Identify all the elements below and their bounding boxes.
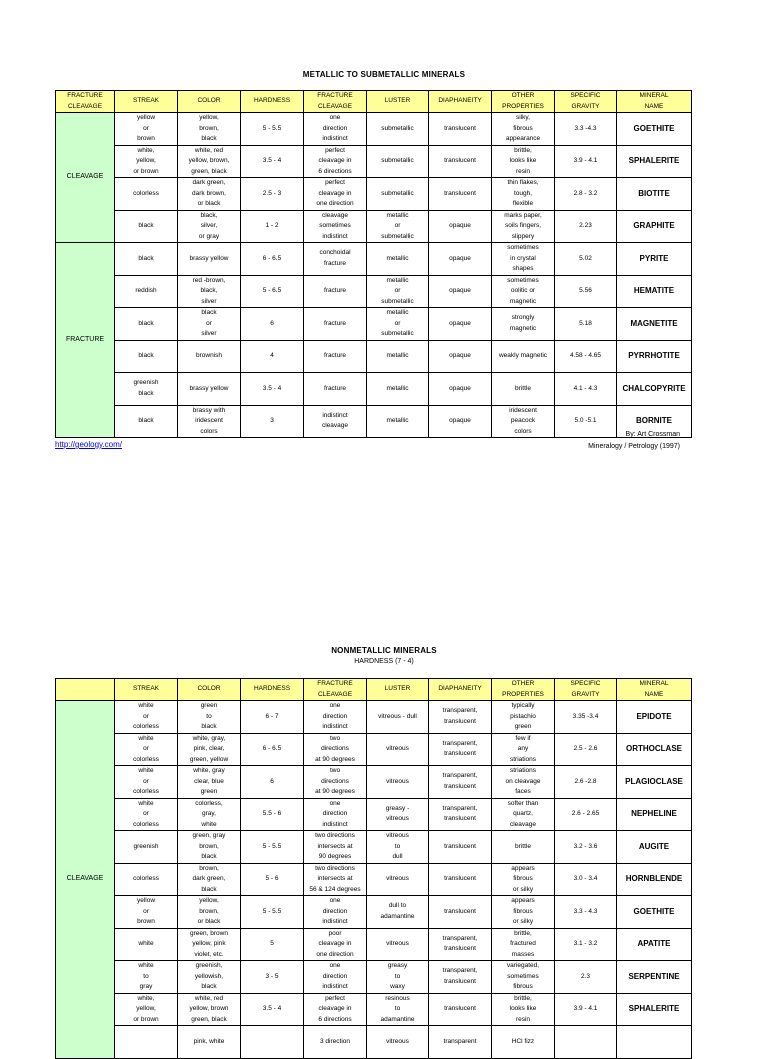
header-cell: DIAPHANEITY bbox=[429, 91, 492, 113]
data-cell: 3.3 - 4.3 bbox=[555, 896, 617, 929]
table-row bbox=[56, 243, 692, 276]
data-cell: green, brown yellow, pink violet, etc. bbox=[178, 928, 241, 961]
data-cell: 3.5 - 4 bbox=[241, 993, 304, 1026]
data-cell: translucent bbox=[429, 831, 492, 864]
header-cell: MINERAL NAME bbox=[617, 679, 692, 701]
header-cell: COLOR bbox=[178, 91, 241, 113]
data-cell: translucent bbox=[429, 113, 492, 146]
data-cell: greasy - vitreous bbox=[367, 798, 429, 831]
data-cell: black bbox=[115, 405, 178, 438]
data-cell: 3.9 - 4.1 bbox=[555, 145, 617, 178]
header-cell: LUSTER bbox=[367, 679, 429, 701]
data-cell: opaque bbox=[429, 405, 492, 438]
data-cell: reddish bbox=[115, 275, 178, 308]
data-cell: HCl fizz bbox=[492, 1026, 555, 1059]
mineral-name: BIOTITE bbox=[617, 178, 692, 211]
data-cell: black bbox=[115, 210, 178, 243]
data-cell: 3.5 - 4 bbox=[241, 145, 304, 178]
data-cell: brittle, looks like resin bbox=[492, 145, 555, 178]
nonmetallic-title: NONMETALLIC MINERALS bbox=[331, 646, 437, 655]
data-cell: opaque bbox=[429, 308, 492, 341]
data-cell: transparent, translucent bbox=[429, 798, 492, 831]
data-cell: perfect cleavage in one direction bbox=[304, 178, 367, 211]
data-cell: marks paper, soils fingers, slippery bbox=[492, 210, 555, 243]
data-cell: 5 - 5.5 bbox=[241, 896, 304, 929]
data-cell: 3.3 -4.3 bbox=[555, 113, 617, 146]
data-cell: 2.5 - 3 bbox=[241, 178, 304, 211]
data-cell: white or colorless bbox=[115, 701, 178, 734]
data-cell: submetallic bbox=[367, 178, 429, 211]
table-row bbox=[56, 1026, 692, 1059]
mineral-name: BORNITE bbox=[617, 405, 692, 438]
data-cell: two directions at 90 degrees bbox=[304, 733, 367, 766]
data-cell: perfect cleavage in 6 directions bbox=[304, 993, 367, 1026]
data-cell: 3.35 -3.4 bbox=[555, 701, 617, 734]
header-cell: FRACTURE CLEAVAGE bbox=[304, 679, 367, 701]
data-cell: 5 - 5.5 bbox=[241, 113, 304, 146]
data-cell: metallic bbox=[367, 373, 429, 406]
data-cell: 2.6 -2.8 bbox=[555, 766, 617, 799]
data-cell: dark green, dark brown, or black bbox=[178, 178, 241, 211]
table-row bbox=[56, 308, 692, 341]
mineral-name bbox=[617, 1026, 692, 1059]
table-row bbox=[56, 863, 692, 896]
header-cell: LUSTER bbox=[367, 91, 429, 113]
data-cell: greenish, yellowish, black bbox=[178, 961, 241, 994]
data-cell: white, red yellow, brown green, black bbox=[178, 993, 241, 1026]
header-cell: DIAPHANEITY bbox=[429, 679, 492, 701]
nonmetallic-minerals-table bbox=[55, 678, 692, 1059]
data-cell: translucent bbox=[429, 863, 492, 896]
data-cell: 2.23 bbox=[555, 210, 617, 243]
header-cell: MINERAL NAME bbox=[617, 91, 692, 113]
data-cell: yellow, brown, black bbox=[178, 113, 241, 146]
mineral-name: PYRRHOTITE bbox=[617, 340, 692, 373]
data-cell: metallic bbox=[367, 405, 429, 438]
data-cell: 1 - 2 bbox=[241, 210, 304, 243]
table-row bbox=[56, 405, 692, 438]
data-cell: 2.8 - 3.2 bbox=[555, 178, 617, 211]
data-cell: submetallic bbox=[367, 113, 429, 146]
data-cell: indistinct cleavage bbox=[304, 405, 367, 438]
data-cell: thin flakes, tough, flexible bbox=[492, 178, 555, 211]
data-cell: fracture bbox=[304, 373, 367, 406]
data-cell: brittle bbox=[492, 373, 555, 406]
table-row bbox=[56, 896, 692, 929]
data-cell: transparent, translucent bbox=[429, 961, 492, 994]
data-cell: 6 - 6.5 bbox=[241, 243, 304, 276]
table-row bbox=[56, 210, 692, 243]
header-cell: OTHER PROPERTIES bbox=[492, 91, 555, 113]
data-cell: vitreous - dull bbox=[367, 701, 429, 734]
data-cell: brassy yellow bbox=[178, 373, 241, 406]
data-cell: poor cleavage in one direction bbox=[304, 928, 367, 961]
metallic-minerals-table bbox=[55, 90, 692, 438]
data-cell: vitreous bbox=[367, 733, 429, 766]
data-cell: vitreous bbox=[367, 863, 429, 896]
table-row bbox=[56, 928, 692, 961]
data-cell: 4.58 - 4.65 bbox=[555, 340, 617, 373]
data-cell: fracture bbox=[304, 308, 367, 341]
header-cell: OTHER PROPERTIES bbox=[492, 679, 555, 701]
data-cell: 3 - 5 bbox=[241, 961, 304, 994]
data-cell: brown, dark green, black bbox=[178, 863, 241, 896]
group-label-cleavage: CLEAVAGE bbox=[56, 701, 115, 1059]
data-cell: translucent bbox=[429, 145, 492, 178]
data-cell: white or colorless bbox=[115, 798, 178, 831]
data-cell: green to black bbox=[178, 701, 241, 734]
data-cell: resinous to adamantine bbox=[367, 993, 429, 1026]
data-cell: cleavage sometimes indistinct bbox=[304, 210, 367, 243]
data-cell: typically pistachio green bbox=[492, 701, 555, 734]
data-cell: iridescent peacock colors bbox=[492, 405, 555, 438]
data-cell: pink, white bbox=[178, 1026, 241, 1059]
table-row bbox=[56, 178, 692, 211]
data-cell: red -brown, black, silver bbox=[178, 275, 241, 308]
data-cell: brittle, fractured masses bbox=[492, 928, 555, 961]
data-cell: variegated, sometimes fibrous bbox=[492, 961, 555, 994]
mineral-name: PLAGIOCLASE bbox=[617, 766, 692, 799]
header-blank bbox=[56, 679, 115, 701]
data-cell: greenish bbox=[115, 831, 178, 864]
data-cell: striations on cleavage faces bbox=[492, 766, 555, 799]
data-cell: 5 - 6.5 bbox=[241, 275, 304, 308]
data-cell: white, red yellow, brown, green, black bbox=[178, 145, 241, 178]
data-cell: one direction indistinct bbox=[304, 961, 367, 994]
data-cell: submetallic bbox=[367, 145, 429, 178]
data-cell: greenish black bbox=[115, 373, 178, 406]
data-cell bbox=[555, 1026, 617, 1059]
data-cell: black, silver, or gray bbox=[178, 210, 241, 243]
data-cell: metallic bbox=[367, 243, 429, 276]
data-cell: black bbox=[115, 340, 178, 373]
data-cell: 5 - 5.5 bbox=[241, 831, 304, 864]
group-label-cleavage: CLEAVAGE bbox=[56, 113, 115, 243]
data-cell: brownish bbox=[178, 340, 241, 373]
mineral-name: EPIDOTE bbox=[617, 701, 692, 734]
data-cell: one direction indistinct bbox=[304, 701, 367, 734]
data-cell: 3.2 - 3.6 bbox=[555, 831, 617, 864]
data-cell: sometimes in crystal shapes bbox=[492, 243, 555, 276]
data-cell: sometimes oolitic or magnetic bbox=[492, 275, 555, 308]
data-cell: yellow, brown, or black bbox=[178, 896, 241, 929]
data-cell: 6 - 6.5 bbox=[241, 733, 304, 766]
data-cell: conchoidal fracture bbox=[304, 243, 367, 276]
data-cell: 6 - 7 bbox=[241, 701, 304, 734]
mineral-name: PYRITE bbox=[617, 243, 692, 276]
data-cell: strongly magnetic bbox=[492, 308, 555, 341]
data-cell: white or colorless bbox=[115, 766, 178, 799]
data-cell: 3 bbox=[241, 405, 304, 438]
data-cell: opaque bbox=[429, 275, 492, 308]
data-cell: 3.9 - 4.1 bbox=[555, 993, 617, 1026]
data-cell: 5.18 bbox=[555, 308, 617, 341]
table-row bbox=[56, 275, 692, 308]
data-cell: transparent bbox=[429, 1026, 492, 1059]
data-cell: white, yellow, or brown bbox=[115, 993, 178, 1026]
data-cell: yellow or brown bbox=[115, 896, 178, 929]
data-cell: 3.1 - 3.2 bbox=[555, 928, 617, 961]
data-cell: white, gray clear, blue green bbox=[178, 766, 241, 799]
header-cell: COLOR bbox=[178, 679, 241, 701]
data-cell: 3.0 - 3.4 bbox=[555, 863, 617, 896]
data-cell: vitreous to dull bbox=[367, 831, 429, 864]
data-cell: white bbox=[115, 928, 178, 961]
data-cell: white to gray bbox=[115, 961, 178, 994]
data-cell: 3 direction bbox=[304, 1026, 367, 1059]
data-cell: 3.5 - 4 bbox=[241, 373, 304, 406]
table-row bbox=[56, 798, 692, 831]
data-cell: 5.56 bbox=[555, 275, 617, 308]
data-cell: greasy to waxy bbox=[367, 961, 429, 994]
data-cell: one direction indistinct bbox=[304, 798, 367, 831]
data-cell: perfect cleavage in 6 directions bbox=[304, 145, 367, 178]
credit-author: By: Art Crossman bbox=[625, 431, 680, 438]
credit-source: Mineralogy / Petrology (1997) bbox=[588, 443, 680, 450]
table-row bbox=[56, 145, 692, 178]
data-cell: opaque bbox=[429, 243, 492, 276]
data-cell bbox=[241, 1026, 304, 1059]
data-cell: transparent, translucent bbox=[429, 733, 492, 766]
data-cell: weakly magnetic bbox=[492, 340, 555, 373]
table-row bbox=[56, 961, 692, 994]
data-cell: colorless bbox=[115, 863, 178, 896]
data-cell: opaque bbox=[429, 373, 492, 406]
header-cell: FRACTURE CLEAVAGE bbox=[304, 91, 367, 113]
mineral-name: HEMATITE bbox=[617, 275, 692, 308]
data-cell: two directions intersects at 90 degrees bbox=[304, 831, 367, 864]
data-cell: vitreous bbox=[367, 766, 429, 799]
data-cell: 6 bbox=[241, 308, 304, 341]
header-cell: SPECIFIC GRAVITY bbox=[555, 91, 617, 113]
data-cell: colorless bbox=[115, 178, 178, 211]
data-cell: transparent, translucent bbox=[429, 928, 492, 961]
data-cell: vitreous bbox=[367, 1026, 429, 1059]
data-cell: translucent bbox=[429, 896, 492, 929]
data-cell: metallic bbox=[367, 340, 429, 373]
data-cell: colorless, gray, white bbox=[178, 798, 241, 831]
data-cell: translucent bbox=[429, 178, 492, 211]
data-cell: white or colorless bbox=[115, 733, 178, 766]
mineral-name: APATITE bbox=[617, 928, 692, 961]
data-cell: brittle, looks like resin bbox=[492, 993, 555, 1026]
data-cell: 5.0 -5.1 bbox=[555, 405, 617, 438]
table-row bbox=[56, 113, 692, 146]
table-row bbox=[56, 733, 692, 766]
data-cell: appears fibrous or silky bbox=[492, 896, 555, 929]
data-cell: metallic or submetallic bbox=[367, 308, 429, 341]
table-row bbox=[56, 373, 692, 406]
data-cell: black or silver bbox=[178, 308, 241, 341]
group-label-fracture: FRACTURE bbox=[56, 243, 115, 438]
data-cell: opaque bbox=[429, 340, 492, 373]
metallic-title: METALLIC TO SUBMETALLIC MINERALS bbox=[302, 70, 466, 79]
geology-link[interactable]: http://geology.com/ bbox=[55, 440, 122, 449]
data-cell: opaque bbox=[429, 210, 492, 243]
data-cell: fracture bbox=[304, 275, 367, 308]
data-cell: dull to adamantine bbox=[367, 896, 429, 929]
mineral-name: GOETHITE bbox=[617, 896, 692, 929]
mineral-name: MAGNETITE bbox=[617, 308, 692, 341]
data-cell: black bbox=[115, 243, 178, 276]
data-cell: few if any striations bbox=[492, 733, 555, 766]
data-cell: brassy with iridescent colors bbox=[178, 405, 241, 438]
data-cell: 6 bbox=[241, 766, 304, 799]
data-cell bbox=[115, 1026, 178, 1059]
mineral-name: SERPENTINE bbox=[617, 961, 692, 994]
data-cell: metallic or submetallic bbox=[367, 275, 429, 308]
header-cell: SPECIFIC GRAVITY bbox=[555, 679, 617, 701]
data-cell: fracture bbox=[304, 340, 367, 373]
mineral-name: SPHALERITE bbox=[617, 993, 692, 1026]
data-cell: two directions at 90 degrees bbox=[304, 766, 367, 799]
data-cell: transparent, translucent bbox=[429, 701, 492, 734]
mineral-name: CHALCOPYRITE bbox=[617, 373, 692, 406]
data-cell: vitreous bbox=[367, 928, 429, 961]
data-cell: white, gray, pink, clear, green, yellow bbox=[178, 733, 241, 766]
data-cell: one direction indistinct bbox=[304, 113, 367, 146]
mineral-name: GRAPHITE bbox=[617, 210, 692, 243]
data-cell: 5 bbox=[241, 928, 304, 961]
data-cell: 5.5 - 6 bbox=[241, 798, 304, 831]
data-cell: 5.02 bbox=[555, 243, 617, 276]
table-row bbox=[56, 831, 692, 864]
data-cell: white, yellow, or brown bbox=[115, 145, 178, 178]
data-cell: appears fibrous or silky bbox=[492, 863, 555, 896]
table-row bbox=[56, 340, 692, 373]
data-cell: brassy yellow bbox=[178, 243, 241, 276]
data-cell: softer than quartz, cleavage bbox=[492, 798, 555, 831]
data-cell: translucent bbox=[429, 993, 492, 1026]
data-cell: 2.5 - 2.6 bbox=[555, 733, 617, 766]
data-cell: yellow or brown bbox=[115, 113, 178, 146]
mineral-name: NEPHELINE bbox=[617, 798, 692, 831]
header-cell: STREAK bbox=[115, 679, 178, 701]
header-cell: HARDNESS bbox=[241, 679, 304, 701]
data-cell: black bbox=[115, 308, 178, 341]
data-cell: metallic or submetallic bbox=[367, 210, 429, 243]
mineral-name: AUGITE bbox=[617, 831, 692, 864]
mineral-name: SPHALERITE bbox=[617, 145, 692, 178]
data-cell: 2.3 bbox=[555, 961, 617, 994]
data-cell: green, gray brown, black bbox=[178, 831, 241, 864]
data-cell: 5 - 6 bbox=[241, 863, 304, 896]
data-cell: 2.6 - 2.65 bbox=[555, 798, 617, 831]
data-cell: silky, fibrous appearance bbox=[492, 113, 555, 146]
table-row bbox=[56, 766, 692, 799]
data-cell: brittle bbox=[492, 831, 555, 864]
data-cell: transparent, translucent bbox=[429, 766, 492, 799]
nonmetallic-subtitle: HARDNESS (7 - 4) bbox=[354, 658, 414, 665]
table-row bbox=[56, 993, 692, 1026]
mineral-name: ORTHOCLASE bbox=[617, 733, 692, 766]
header-cell: FRACTURE CLEAVAGE bbox=[56, 91, 115, 113]
data-cell: 4 bbox=[241, 340, 304, 373]
data-cell: two directions intersects at 56 & 124 degrees bbox=[304, 863, 367, 896]
header-cell: STREAK bbox=[115, 91, 178, 113]
mineral-name: GOETHITE bbox=[617, 113, 692, 146]
data-cell: one direction indistinct bbox=[304, 896, 367, 929]
table-row bbox=[56, 701, 692, 734]
data-cell: 4.1 - 4.3 bbox=[555, 373, 617, 406]
mineral-name: HORNBLENDE bbox=[617, 863, 692, 896]
header-cell: HARDNESS bbox=[241, 91, 304, 113]
